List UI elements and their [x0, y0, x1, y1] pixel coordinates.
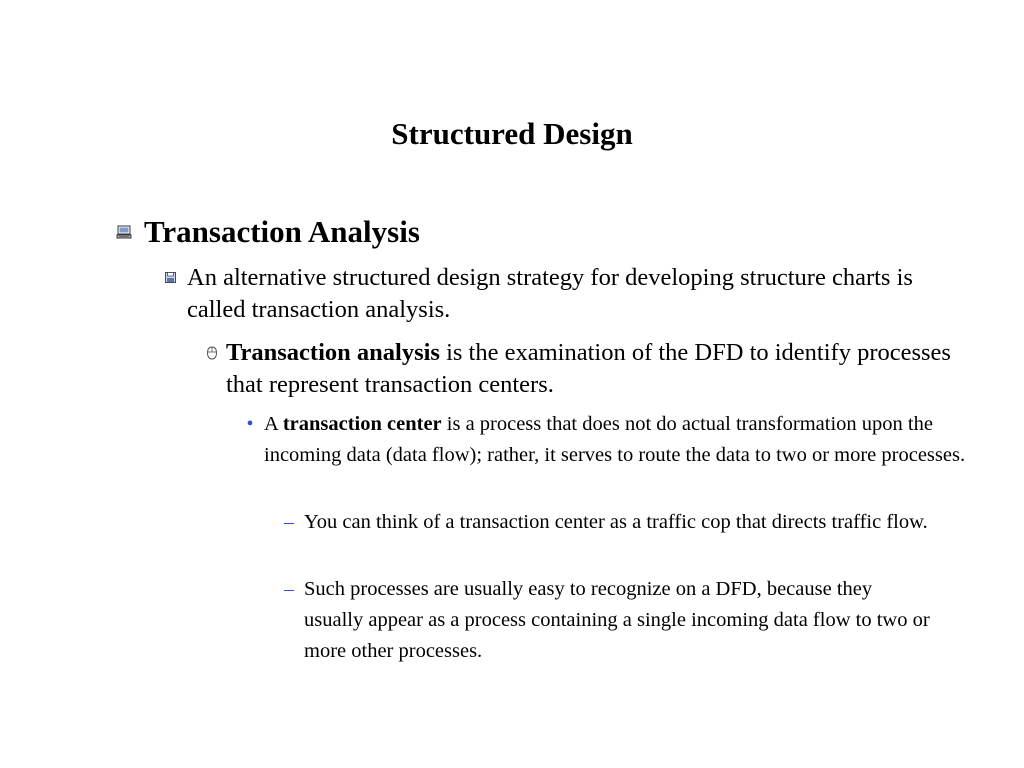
- bullet-level-3: [198, 337, 968, 401]
- term-transaction-center: transaction center: [282, 413, 442, 435]
- bullet-level-5-text: Such processes are usually easy to recognize on a DFD, because they usually appear as a process containing a single incoming data flow to two or more other processes.: [304, 578, 930, 662]
- bullet-level-2-text: An alternative structured design strategy for developing structure charts is called transaction analysis.: [187, 264, 913, 323]
- bullet-level-3-rest: is the examination of the DFD to identify processes that represent transaction centers.: [226, 339, 951, 398]
- term-transaction-analysis: Transaction analysis: [226, 339, 440, 366]
- bullet-level-5-text: You can think of a transaction center as a traffic cop that directs traffic flow.: [304, 511, 928, 533]
- bullet-level-5-item: [274, 507, 934, 538]
- bullet-level-4-text: [264, 409, 966, 471]
- bullet-level-2: [154, 262, 954, 326]
- bullet-level-3-text: [226, 337, 968, 401]
- bullet-level-1: [104, 214, 984, 250]
- bullet-level-5-item: [274, 574, 934, 667]
- round-bullet: •: [246, 413, 254, 435]
- slide-title: Structured Design: [391, 116, 633, 151]
- bullet-level-4-rest: is a process that does not do actual transformation upon the incoming data (data flow); rather, it serves to route the data to two or more processes.: [264, 413, 966, 466]
- bullet-level-1-text: Transaction Analysis: [144, 214, 420, 249]
- dash-bullet: –: [284, 511, 294, 533]
- bullet-level-4: [236, 409, 966, 471]
- dash-bullet: –: [284, 578, 294, 600]
- bullet-level-4-prefix: A: [264, 413, 283, 435]
- computer-icon: [104, 214, 144, 250]
- mouse-icon: [198, 337, 226, 368]
- floppy-disk-icon: [154, 262, 187, 293]
